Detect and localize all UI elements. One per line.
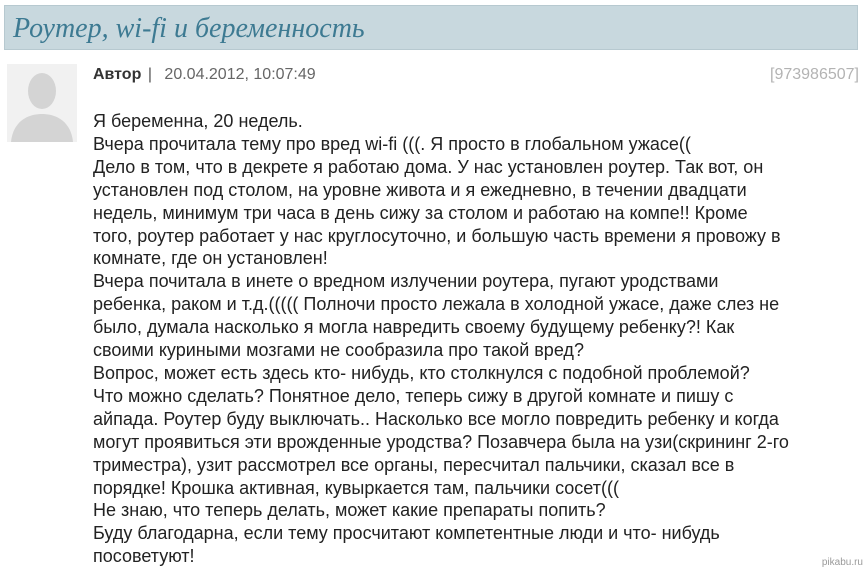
meta-separator: | xyxy=(147,66,152,83)
author-name-link[interactable]: Автор xyxy=(93,66,142,83)
post-date: 20.04.2012, 10:07:49 xyxy=(164,66,316,83)
post-line: Дело в том, что в декрете я работаю дома. У нас установлен роутер. Так вот, он xyxy=(93,156,764,177)
post-line: триместра), узит рассмотрел все органы, пересчитал пальчики, сказал все в xyxy=(93,454,735,475)
watermark: pikabu.ru xyxy=(821,557,863,568)
post-line: того, роутер работает у нас круглосуточно, и большую часть времени я провожу в xyxy=(93,225,781,246)
post-meta xyxy=(93,64,859,86)
topic-title: Роутер, wi-fi и беременность xyxy=(13,13,365,44)
post-line: установлен под столом, на уровне живота и я ежедневно, в течении двадцати xyxy=(93,179,747,200)
post-line: Буду благодарна, если тему просчитают компетентные люди и что- нибудь xyxy=(93,523,720,544)
post-line: ребенка, раком и т.д.((((( Полночи просто лежала в холодной ужасе, даже слез не xyxy=(93,294,780,315)
post-id-link[interactable]: [973986507] xyxy=(770,66,859,83)
post-line: могут проявиться эти врожденные уродства? Позавчера была на узи(скрининг 2-го xyxy=(93,431,789,452)
post-body xyxy=(93,110,863,568)
post-line: Я беременна, 20 недель. xyxy=(93,111,303,131)
post-line: порядке! Крошка активная, кувыркается там, пальчики сосет((( xyxy=(93,477,619,498)
post-line: Вчера почитала в инете о вредном излучении роутера, пугают уродствами xyxy=(93,271,719,292)
post-line: Вопрос, может есть здесь кто- нибудь, кто столкнулся с подобной проблемой? xyxy=(93,362,750,383)
post-line: недель, минимум три часа в день сижу за столом и работаю на компе!! Кроме xyxy=(93,202,748,223)
user-silhouette-icon xyxy=(7,64,77,142)
post-line: было, думала насколько я могла навредить своему будущему ребенку?! Как xyxy=(93,317,735,338)
author-avatar[interactable] xyxy=(7,64,77,142)
post-line: комнате, где он установлен! xyxy=(93,248,328,269)
post-line: Что можно сделать? Понятное дело, теперь сижу в другой комнате и пишу с xyxy=(93,385,734,406)
post-line: Вчера прочитала тему про вред wi-fi (((. Я просто в глобальном ужасе(( xyxy=(93,133,691,154)
post-line: айпада. Роутер буду выключать.. Насколько все могло повредить ребенку и когда xyxy=(93,408,779,429)
post-line: посоветуют! xyxy=(93,546,195,567)
topic-header xyxy=(4,5,858,50)
post-line: своими куриными мозгами не сообразила про такой вред? xyxy=(93,340,584,361)
post-line: Не знаю, что теперь делать, может какие препараты попить? xyxy=(93,500,606,521)
